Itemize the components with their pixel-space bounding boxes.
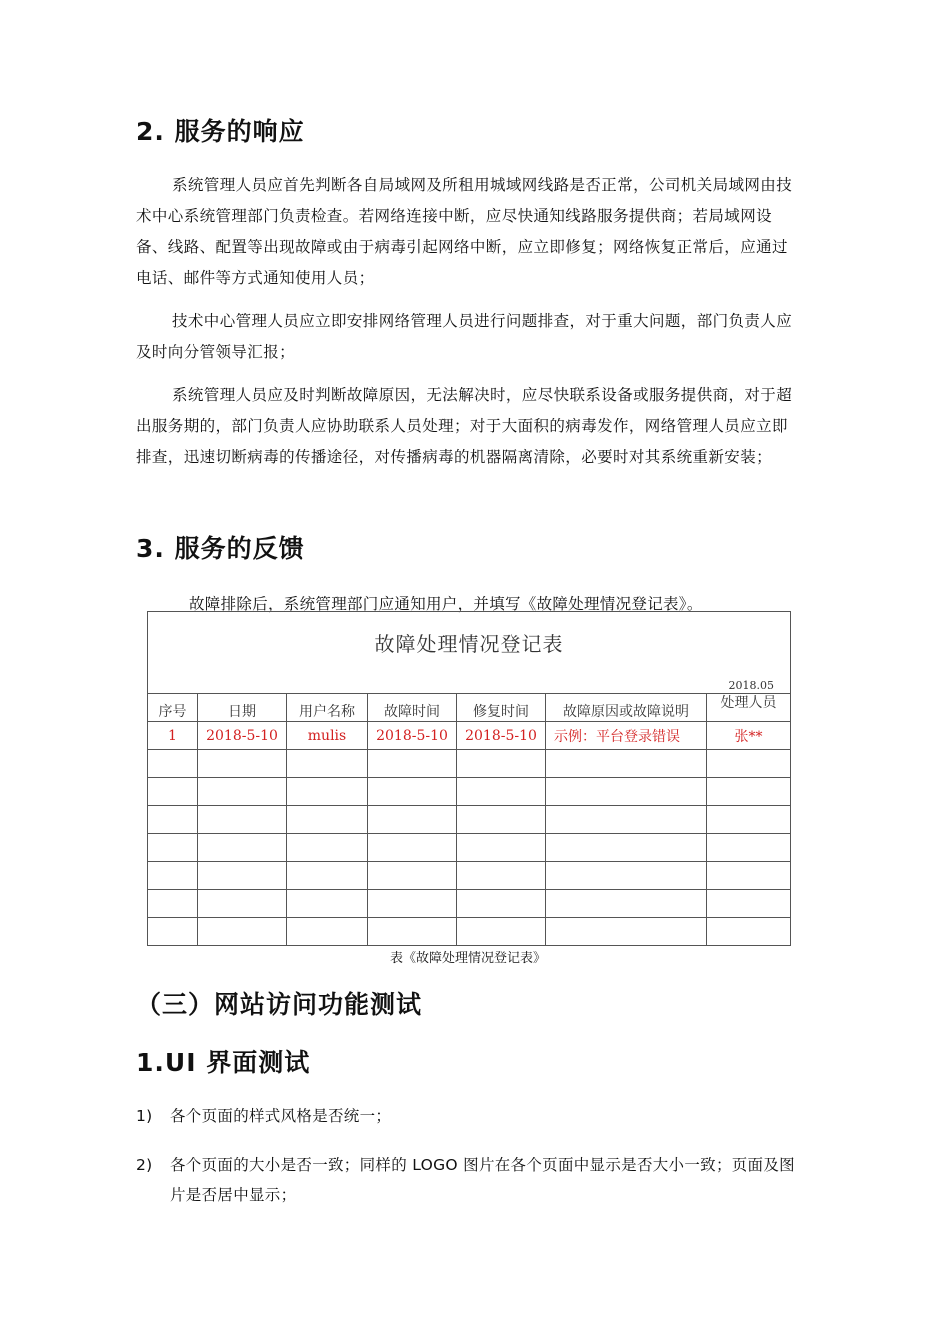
table-cell	[546, 750, 707, 778]
table-cell	[707, 918, 791, 946]
feedback-intro: 故障排除后，系统管理部门应通知用户，并填写《故障处理情况登记表》。	[189, 595, 703, 613]
table-cell: mulis	[287, 722, 368, 750]
table-cell	[707, 778, 791, 806]
table-cell	[287, 890, 368, 918]
table-cell	[707, 890, 791, 918]
table-row	[148, 806, 791, 834]
section-three-heading: （三）网站访问功能测试	[136, 990, 423, 1019]
table-cell	[198, 862, 287, 890]
table-row	[148, 834, 791, 862]
table-cell	[368, 778, 457, 806]
table-cell: 2018-5-10	[198, 722, 287, 750]
paragraph-escalation: 技术中心管理人员应立即安排网络管理人员进行问题排查，对于重大问题，部门负责人应及时向分管领导汇报；	[136, 312, 793, 361]
table-row	[148, 862, 791, 890]
table-cell	[368, 834, 457, 862]
table-cell	[368, 890, 457, 918]
table-cell	[148, 918, 198, 946]
table-cell	[546, 778, 707, 806]
table-cell	[198, 918, 287, 946]
ui-test-heading: 1.UI 界面测试	[136, 1048, 311, 1077]
table-cell	[287, 918, 368, 946]
table-cell	[198, 778, 287, 806]
header-cell: 故障时间	[368, 694, 457, 722]
table-cell	[546, 890, 707, 918]
table-cell	[287, 806, 368, 834]
table-cell	[546, 806, 707, 834]
table-cell	[457, 778, 546, 806]
table-cell	[148, 806, 198, 834]
table-cell	[368, 750, 457, 778]
table-cell	[546, 862, 707, 890]
header-cell: 处理人员	[707, 694, 791, 722]
table-cell: 示例：平台登录错误	[546, 722, 707, 750]
section-2-heading: 2. 服务的响应	[136, 117, 305, 146]
table-cell	[368, 918, 457, 946]
table-cell	[546, 918, 707, 946]
table-cell	[287, 862, 368, 890]
table-cell	[148, 834, 198, 862]
table-cell	[707, 834, 791, 862]
header-cell: 序号	[148, 694, 198, 722]
table-cell	[457, 918, 546, 946]
table-cell	[546, 834, 707, 862]
table-cell: 张**	[707, 722, 791, 750]
table-cell	[198, 750, 287, 778]
table-row	[148, 722, 791, 750]
list-text: 各个页面的大小是否一致；同样的 LOGO 图片在各个页面中显示是否大小一致；页面及图片是否居中显示；	[170, 1156, 795, 1204]
list-text: 各个页面的样式风格是否统一；	[170, 1107, 392, 1125]
table-header-row	[148, 694, 791, 722]
list-number: 2)	[136, 1156, 153, 1174]
fault-register-table	[147, 611, 791, 946]
header-cell: 故障原因或故障说明	[546, 694, 707, 722]
table-cell	[148, 750, 198, 778]
empty-rows	[148, 750, 791, 946]
table-caption: 表《故障处理情况登记表》	[389, 951, 546, 966]
table-cell	[148, 778, 198, 806]
table-cell	[707, 750, 791, 778]
table-cell	[707, 806, 791, 834]
table-cell	[457, 834, 546, 862]
table-row	[148, 778, 791, 806]
table-cell	[287, 778, 368, 806]
table-cell	[287, 834, 368, 862]
table-title-cell	[148, 612, 791, 694]
table-cell	[148, 862, 198, 890]
table-cell	[457, 862, 546, 890]
header-cell: 修复时间	[457, 694, 546, 722]
section-3-heading: 3. 服务的反馈	[136, 534, 305, 563]
table-cell	[707, 862, 791, 890]
table-cell: 1	[148, 722, 198, 750]
table-cell	[198, 834, 287, 862]
table-row	[148, 750, 791, 778]
table-cell	[457, 806, 546, 834]
table-cell	[148, 890, 198, 918]
table-cell	[198, 806, 287, 834]
paragraph-network-check: 系统管理人员应首先判断各自局域网及所租用城域网线路是否正常，公司机关局域网由技术中心系统管理部门负责检查。若网络连接中断，应尽快通知线路服务提供商；若局域网设备、线路、配置等出现故障或由于病毒引起网络中断，应立即修复；网络恢复正常后，应通过电话、邮件等方式通知使用人员；	[136, 176, 793, 287]
table-cell	[198, 890, 287, 918]
paragraph-fault-diagnosis: 系统管理人员应及时判断故障原因，无法解决时，应尽快联系设备或服务提供商，对于超出服务期的，部门负责人应协助联系人员处理；对于大面积的病毒发作，网络管理人员应立即排查，迅速切断病毒的传播途径，对传播病毒的机器隔离清除，必要时对其系统重新安装；	[136, 386, 793, 466]
table-row	[148, 918, 791, 946]
header-cell: 日期	[198, 694, 287, 722]
table-cell: 2018-5-10	[368, 722, 457, 750]
table-cell: 2018-5-10	[457, 722, 546, 750]
table-cell	[368, 862, 457, 890]
list-number: 1)	[136, 1107, 153, 1125]
header-cell: 用户名称	[287, 694, 368, 722]
table-date: 2018.05	[728, 679, 775, 692]
table-cell	[457, 750, 546, 778]
table-title: 故障处理情况登记表	[374, 632, 564, 656]
table-cell	[368, 806, 457, 834]
table-row	[148, 890, 791, 918]
table-cell	[287, 750, 368, 778]
table-cell	[457, 890, 546, 918]
